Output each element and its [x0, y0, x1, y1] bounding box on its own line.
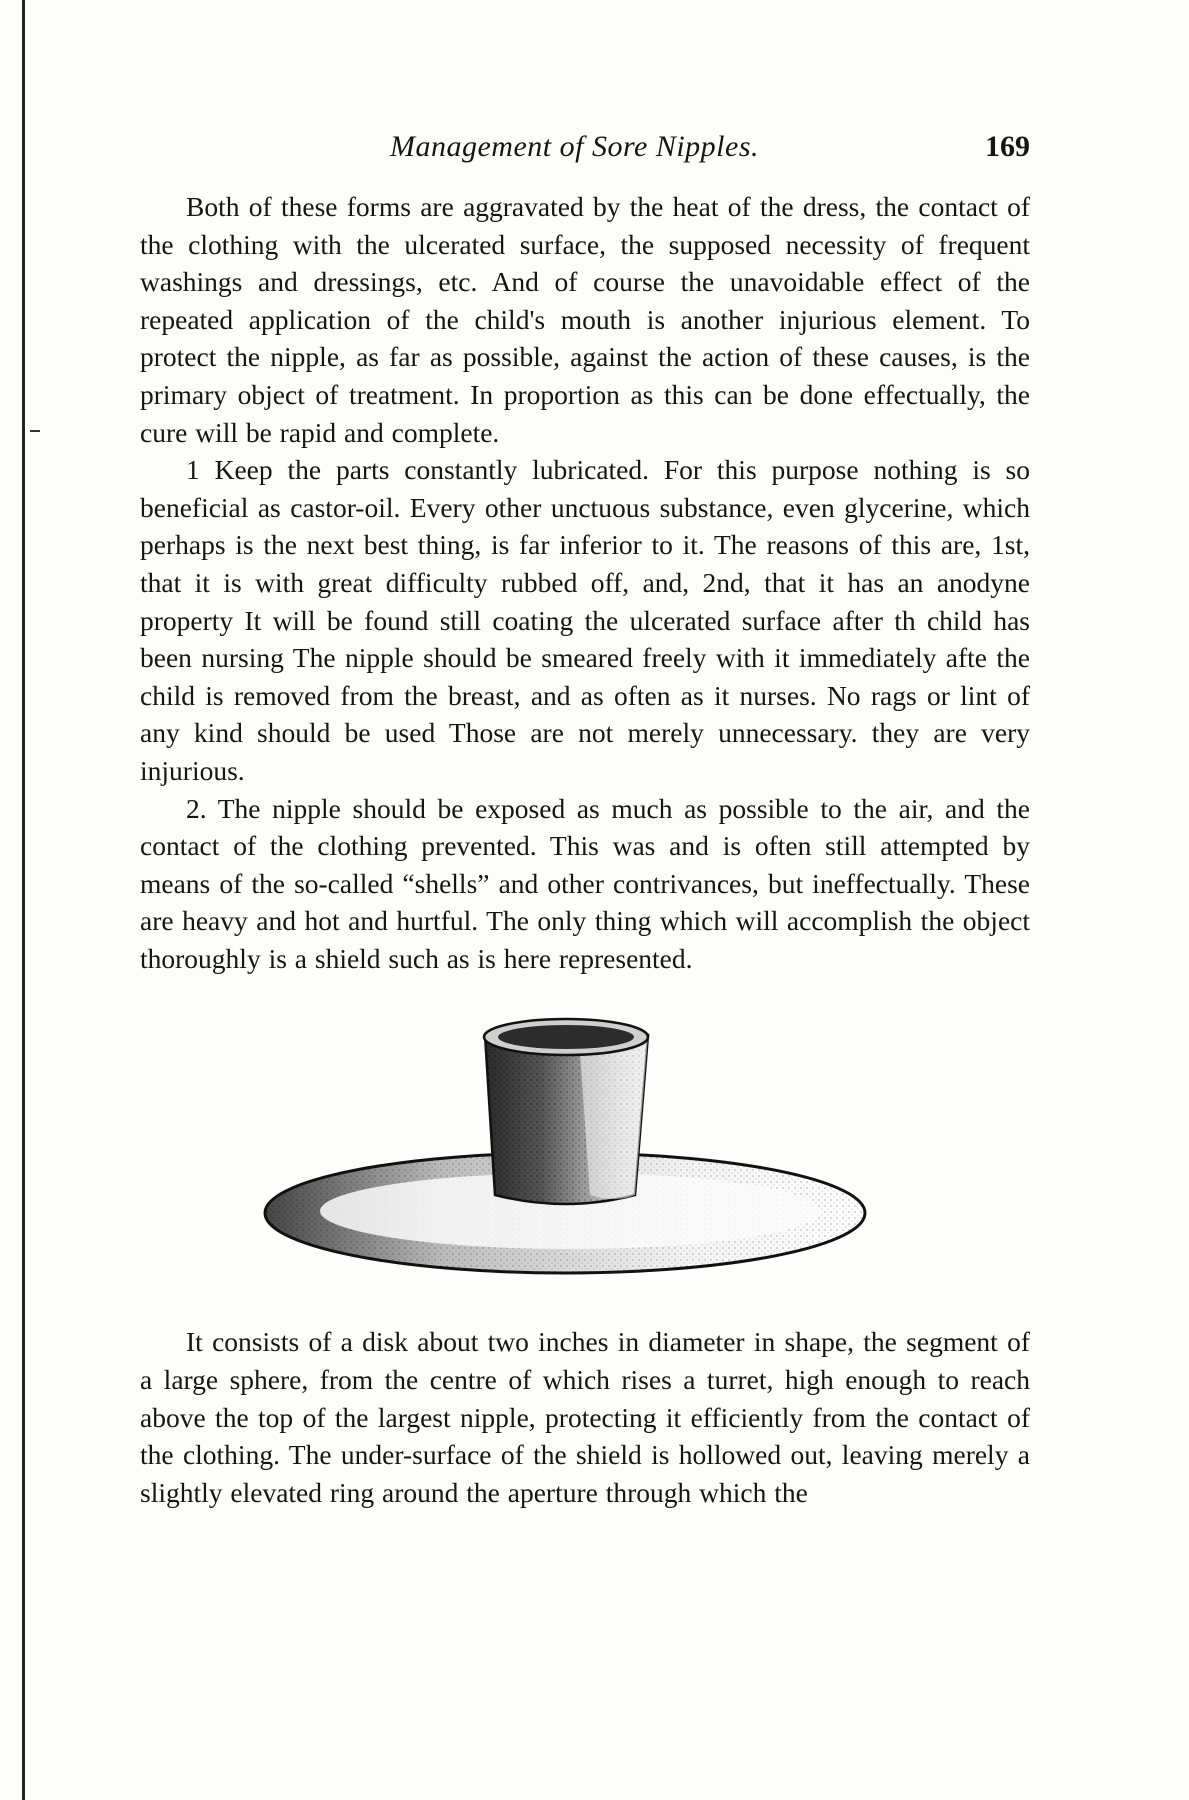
book-page	[140, 130, 1030, 1511]
nipple-shield-illustration	[140, 1013, 1030, 1283]
page-header	[140, 130, 1030, 174]
scan-mark	[30, 430, 40, 432]
paragraph-1: Both of these forms are aggravated by the heat of the dress, the contact of the clothing with the ulcerated surface, the supposed necessity of frequent washings and dressings, etc. And of course the unavoidable effect of the repeated application of the child's mouth is another injurious element. To protect the nipple, as far as possible, against the action of these causes, is the primary object of treatment. In proportion as this can be done effectually, the cure will be rapid and complete.	[140, 191, 1030, 448]
scan-page-edge	[22, 0, 25, 1800]
running-title: Management of Sore Nipples.	[390, 130, 760, 163]
paragraph-after-figure: It consists of a disk about two inches in diameter in shape, the segment of a large sphere, from the centre of which rises a turret, high enough to reach above the top of the largest nipple, protecting it efficiently from the contact of the clothing. The under-surface of the shield is hollowed out, leaving merely a slightly elevated ring around the aperture through which the	[140, 1326, 1030, 1508]
paragraph-3: 2. The nipple should be exposed as much as possible to the air, and the contact of the clothing prevented. This was and is often still attempted by means of the so-called “shells” and other contrivances, but ineffectually. These are heavy and hot and hurtful. The only thing which will accomplish the object thoroughly is a shield such as is here represented.	[140, 792, 1030, 974]
nipple-shield-drawing	[140, 1013, 1030, 1283]
page-number: 169	[985, 130, 1030, 163]
paragraph-2: 1 Keep the parts constantly lubricated. For this purpose nothing is so beneficial as castor-oil. Every other unctuous substance, even glycerine, which perhaps is the next best thing, is far inferior to it. The reasons of this are, 1st, that it is with great difficulty rubbed off, and, 2nd, that it has an anodyne property It will be found still coating the ulcerated surface after th child has been nursing The nipple should be smeared freely with it immediately afte the child is removed from the breast, and as often as it nurses. No rags or lint of any kind should be used Those are not merely unnecessary. they are very injurious.	[140, 454, 1030, 786]
